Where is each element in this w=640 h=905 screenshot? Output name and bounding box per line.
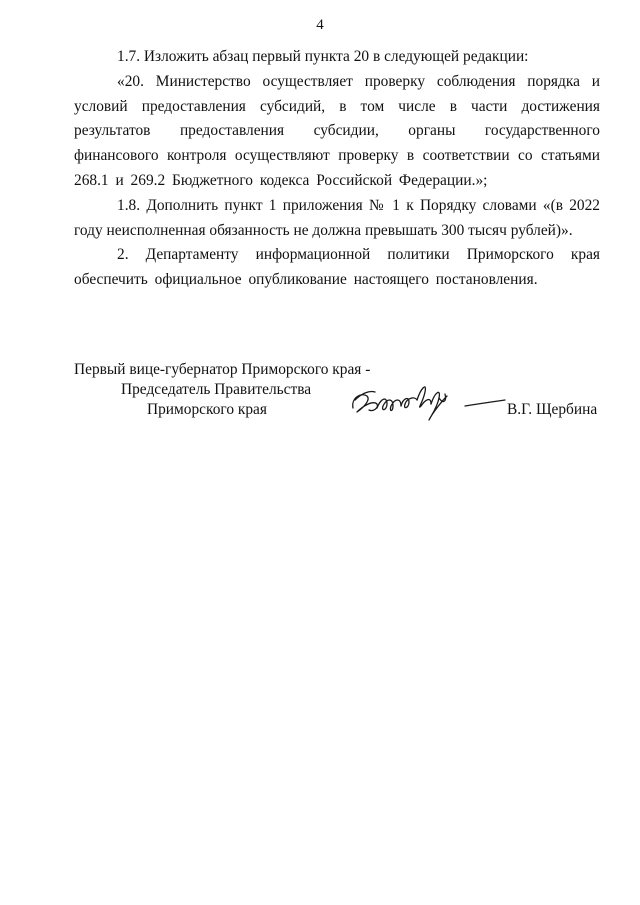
page-number: 4: [316, 17, 324, 33]
signatory-title-line-3: Приморского края: [147, 401, 267, 418]
paragraph-2: 2. Департаменту информационной политики Приморского края обеспечить официальное опубликование настоящего постановления.: [74, 246, 600, 289]
paragraph-20-quote: «20. Министерство осуществляет проверку соблюдения порядка и условий предоставления субсидий, в том числе в части достижения результатов предоставления субсидии, органы государственного финансового контроля осуществляют проверку в соответствии со статьями 268.1 и 269.2 Бюджетного кодекса Российской Федерации.»;: [74, 72, 600, 189]
handwritten-signature: [347, 378, 507, 428]
document-body: [74, 45, 600, 293]
signatory-name: В.Г. Щербина: [507, 401, 598, 418]
signatory-title-line-2: Председатель Правительства: [121, 381, 312, 398]
paragraph-1-7: 1.7. Изложить абзац первый пункта 20 в следующей редакции:: [117, 48, 529, 65]
signatory-title-line-1: Первый вице-губернатор Приморского края -: [74, 361, 371, 378]
signature-block: [74, 360, 614, 430]
paragraph-1-8: 1.8. Дополнить пункт 1 приложения № 1 к Порядку словами «(в 2022 году неисполненная обязанность не должна превышать 300 тысяч рублей)».: [74, 196, 600, 239]
